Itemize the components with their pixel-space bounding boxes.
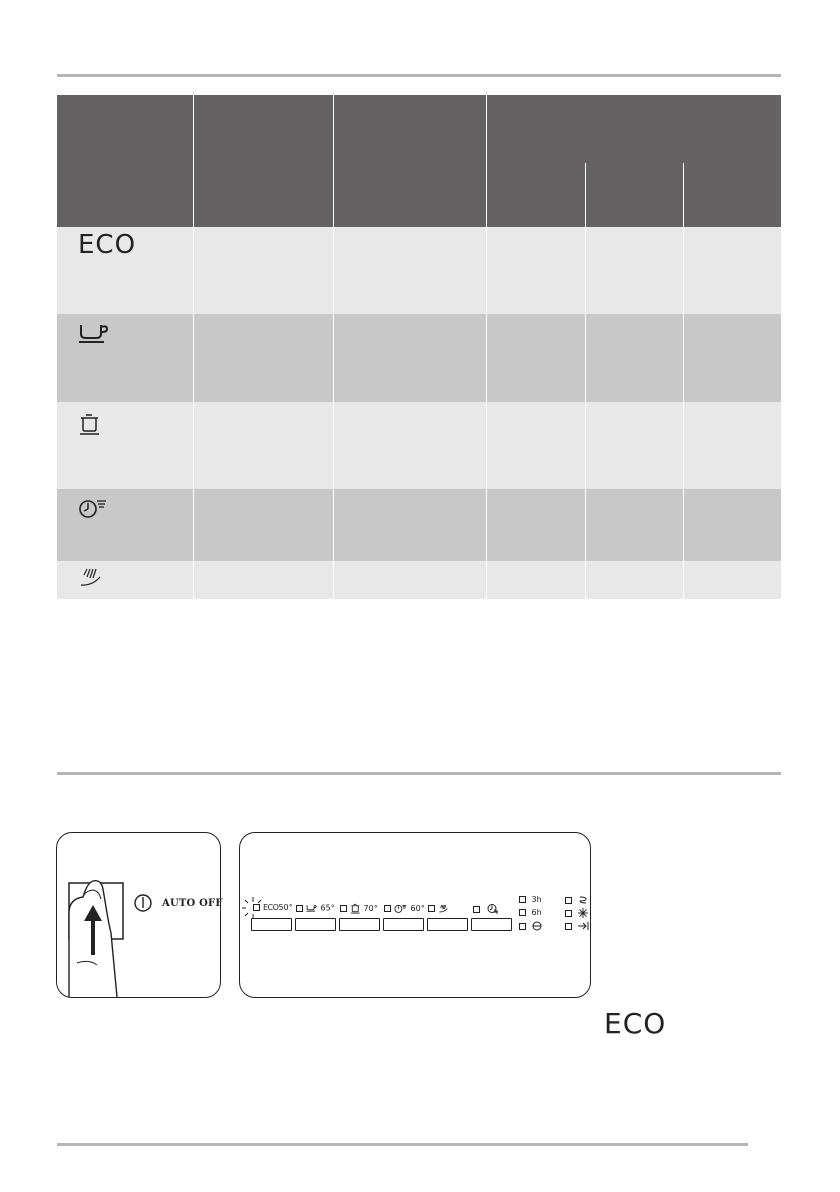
column-divider bbox=[585, 227, 586, 599]
power-symbol-icon bbox=[133, 893, 153, 913]
header-divider bbox=[486, 95, 487, 227]
pot-icon bbox=[78, 412, 102, 436]
delay-6h-indicator: 6h bbox=[519, 908, 542, 917]
table-header bbox=[57, 95, 781, 227]
program-button-eco[interactable] bbox=[251, 918, 292, 931]
header-divider bbox=[193, 95, 194, 227]
program-button-pot[interactable] bbox=[339, 918, 380, 931]
column-divider bbox=[683, 227, 684, 599]
rinse-icon bbox=[78, 565, 106, 589]
column-divider bbox=[333, 227, 334, 599]
header-divider bbox=[333, 95, 334, 227]
cup-icon bbox=[306, 903, 318, 913]
clock-lines-icon bbox=[394, 903, 408, 914]
section-divider-top bbox=[57, 74, 781, 77]
circle-timer-icon bbox=[532, 921, 542, 931]
clock-lines-icon bbox=[78, 496, 110, 520]
salt-icon bbox=[578, 908, 588, 918]
eco-program-label: ECO bbox=[78, 230, 137, 260]
header-subdivider bbox=[585, 163, 586, 227]
section-divider-middle bbox=[57, 772, 781, 775]
header-subdivider bbox=[683, 163, 684, 227]
program-rinse-indicator bbox=[428, 903, 450, 914]
program-button-cup[interactable] bbox=[295, 918, 336, 931]
program-button-quick[interactable] bbox=[383, 918, 424, 931]
table-row bbox=[57, 227, 781, 314]
program-cup-indicator: 65° bbox=[296, 903, 335, 913]
table-row bbox=[57, 489, 781, 561]
pot-icon bbox=[350, 903, 361, 914]
rinse-aid-icon bbox=[578, 895, 588, 905]
rinse-icon bbox=[438, 903, 450, 914]
power-button-illustration bbox=[56, 832, 221, 998]
delay-9h-indicator bbox=[519, 921, 542, 931]
program-eco-indicator: ECO50° bbox=[253, 903, 293, 912]
delay-3h-indicator: 3h bbox=[519, 895, 542, 904]
table-row bbox=[57, 402, 781, 489]
finger-press-illustration bbox=[57, 833, 220, 997]
column-divider bbox=[193, 227, 194, 599]
rinse-aid-indicator bbox=[565, 895, 588, 905]
program-button-rinse[interactable] bbox=[427, 918, 468, 931]
salt-indicator bbox=[565, 908, 588, 918]
section-divider-bottom bbox=[57, 1143, 748, 1146]
program-quick-indicator: 60° bbox=[384, 903, 425, 914]
auto-off-label: AUTO OFF bbox=[162, 898, 223, 909]
delay-start-button[interactable] bbox=[471, 918, 512, 931]
end-arrow-icon bbox=[578, 921, 589, 931]
table-row bbox=[57, 561, 781, 599]
column-divider bbox=[486, 227, 487, 599]
program-pot-indicator: 70° bbox=[340, 903, 378, 914]
table-row bbox=[57, 314, 781, 402]
delay-start-icon bbox=[486, 903, 500, 915]
eco-footer-label: ECO bbox=[604, 1007, 667, 1040]
cup-icon bbox=[78, 320, 112, 346]
delay-start-indicator bbox=[473, 903, 500, 915]
end-indicator bbox=[565, 921, 589, 931]
